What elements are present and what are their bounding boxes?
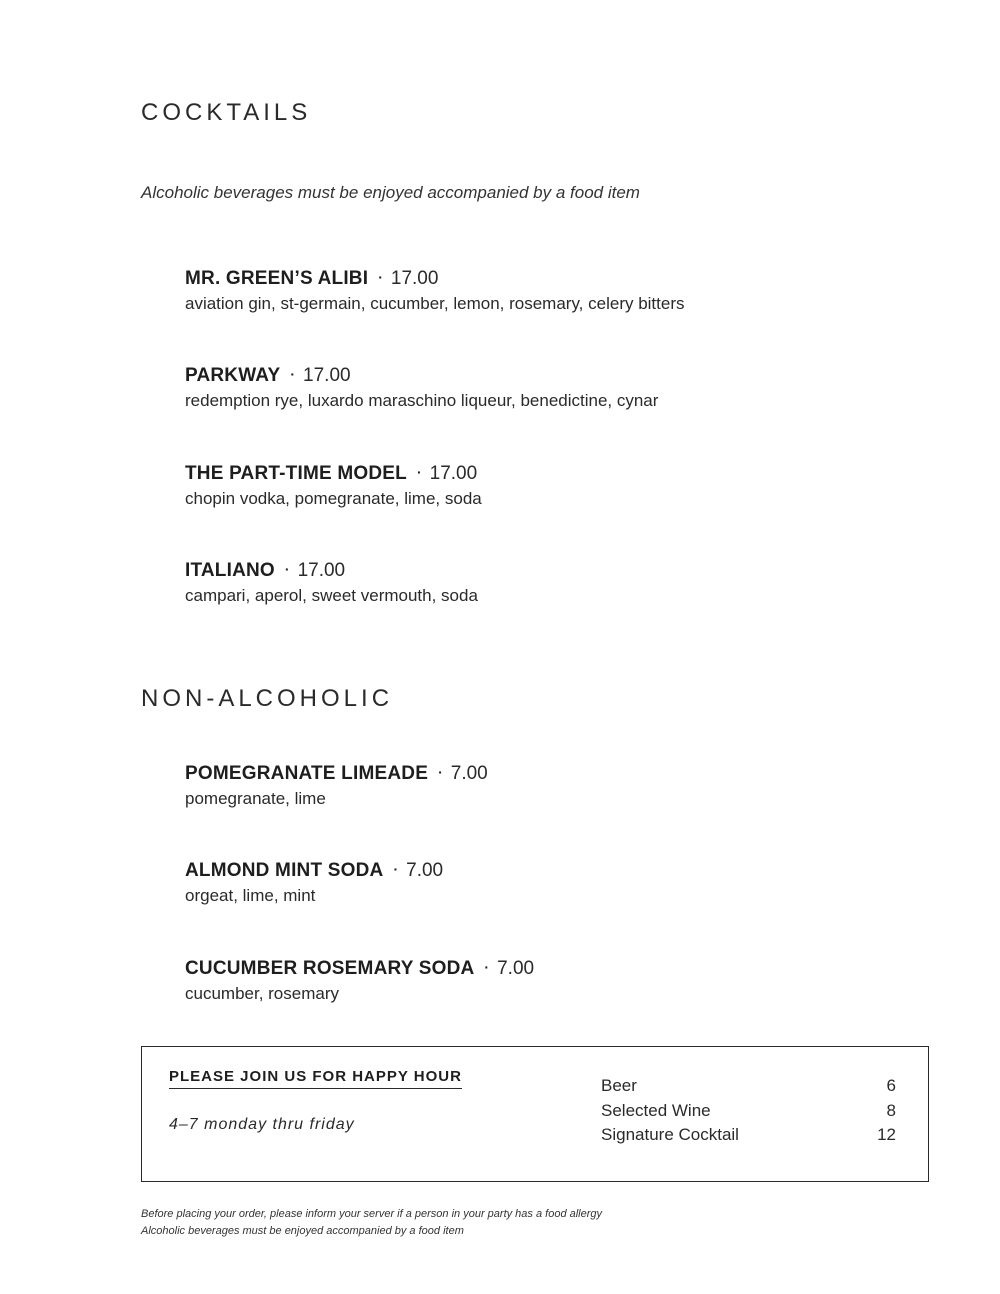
item-price: 17.00 [429, 463, 478, 484]
item-price: 17.00 [297, 560, 346, 581]
item-price: 7.00 [450, 763, 488, 784]
separator-dot: · [378, 269, 383, 285]
happy-hour-item-name: Selected Wine [601, 1100, 711, 1120]
alcohol-footer-notice: Alcoholic beverages must be enjoyed accompanied by a food item [141, 1225, 464, 1237]
item-name: MR. GREEN’S ALIBI [185, 268, 369, 289]
separator-dot: · [438, 764, 443, 780]
menu-item [185, 267, 685, 316]
item-price: 7.00 [406, 860, 444, 881]
alcohol-notice: Alcoholic beverages must be enjoyed accompanied by a food item [141, 183, 640, 202]
happy-hour-item-name: Beer [601, 1076, 637, 1095]
item-description: aviation gin, st-germain, cucumber, lemon, rosemary, celery bitters [185, 294, 685, 313]
menu-item [185, 364, 658, 413]
happy-hour-row [601, 1099, 896, 1124]
menu-item [185, 957, 534, 1006]
item-description: chopin vodka, pomegranate, lime, soda [185, 489, 482, 508]
happy-hour-box [141, 1046, 929, 1182]
happy-hour-item-name: Signature Cocktail [601, 1125, 739, 1144]
separator-dot: · [284, 561, 290, 577]
item-description: redemption rye, luxardo maraschino liqueur, benedictine, cynar [185, 391, 659, 410]
separator-dot: · [290, 366, 296, 382]
item-description: cucumber, rosemary [185, 984, 339, 1003]
happy-hour-row [601, 1123, 896, 1148]
item-price: 17.00 [390, 268, 439, 289]
menu-item [185, 462, 482, 511]
happy-hour-item-price: 12 [877, 1125, 896, 1144]
footer-notes [141, 1206, 602, 1240]
separator-dot: · [416, 464, 422, 480]
item-name: ITALIANO [185, 560, 275, 581]
item-description: pomegranate, lime [185, 789, 326, 808]
item-name: PARKWAY [185, 365, 281, 386]
cocktails-title: COCKTAILS [141, 99, 312, 126]
item-name: THE PART-TIME MODEL [185, 463, 407, 484]
happy-hour-item-price: 8 [886, 1100, 896, 1120]
happy-hour-item-price: 6 [886, 1076, 896, 1095]
separator-dot: · [393, 861, 399, 877]
menu-item [185, 559, 478, 608]
separator-dot: · [484, 959, 490, 975]
item-name: ALMOND MINT SODA [185, 860, 384, 881]
item-name: CUCUMBER ROSEMARY SODA [185, 958, 475, 979]
happy-hour-list [601, 1074, 896, 1148]
non-alcoholic-title: NON-ALCOHOLIC [141, 685, 394, 712]
happy-hour-title: PLEASE JOIN US FOR HAPPY HOUR [169, 1067, 462, 1089]
item-description: campari, aperol, sweet vermouth, soda [185, 586, 478, 605]
item-description: orgeat, lime, mint [185, 886, 316, 905]
menu-item [185, 762, 488, 811]
happy-hour-row [601, 1074, 896, 1099]
item-name: POMEGRANATE LIMEADE [185, 763, 429, 784]
item-price: 7.00 [497, 958, 535, 979]
item-price: 17.00 [303, 365, 351, 386]
allergy-notice: Before placing your order, please inform your server if a person in your party has a food allergy [141, 1208, 603, 1220]
happy-hour-hours: 4–7 monday thru friday [169, 1116, 355, 1133]
menu-item [185, 859, 443, 908]
